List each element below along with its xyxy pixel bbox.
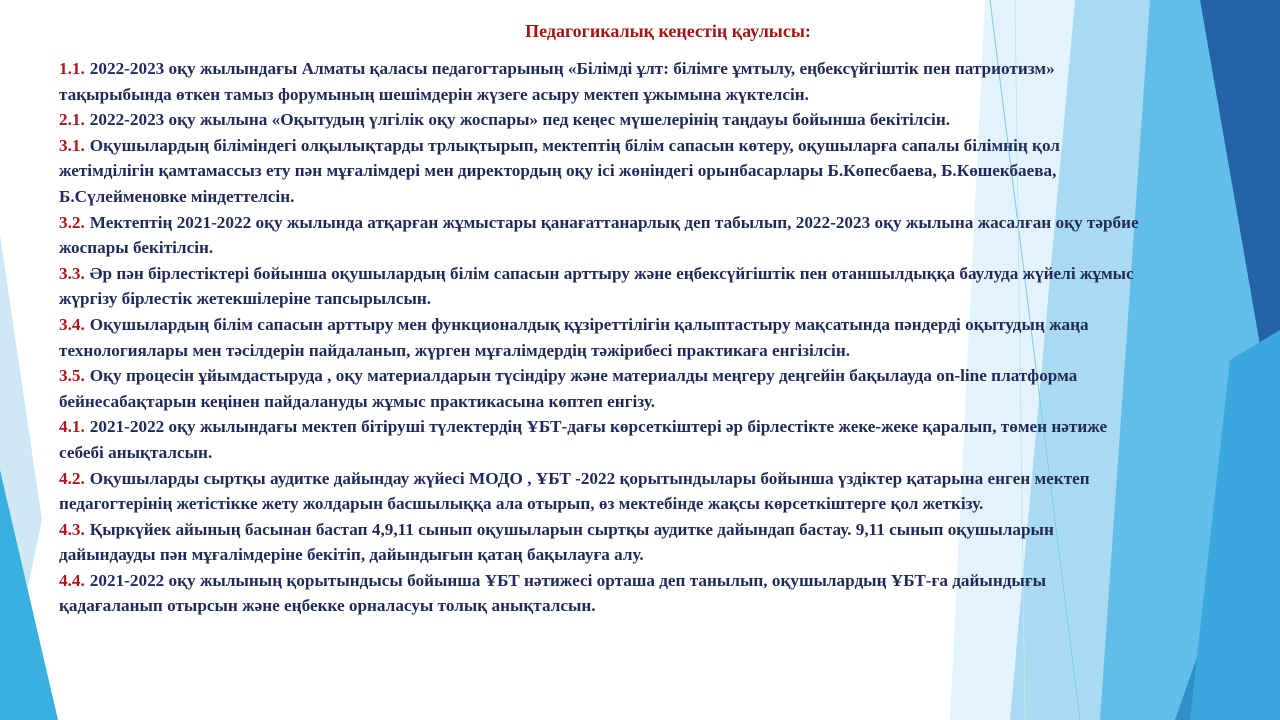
item-number: 4.4. <box>59 570 85 590</box>
item-number: 3.2. <box>59 212 85 232</box>
resolution-item <box>59 56 1149 107</box>
item-number: 4.2. <box>59 468 85 488</box>
resolution-item <box>59 466 1149 517</box>
item-text: Қыркүйек айының басынан бастап 4,9,11 сынып оқушыларын сыртқы аудитке дайындап бастау. 9,11 сынып оқушыларын дайындауды пән мұғалімдеріне бекітіп, дайындығын қатаң бақылауға алу. <box>59 519 1054 565</box>
item-number: 4.3. <box>59 519 85 539</box>
item-text: 2021-2022 оқу жылының қорытындысы бойынша ҰБТ нәтижесі орташа деп танылып, оқушылардың ҰБТ-ға дайындығы қадағаланып отырсын және еңбекке орналасуы толық анықталсын. <box>59 570 1047 616</box>
slide-title: Педагогикалық кеңестің қаулысы: <box>525 21 811 41</box>
resolution-item <box>59 261 1149 312</box>
item-number: 3.3. <box>59 263 85 283</box>
resolution-item <box>59 133 1149 210</box>
resolution-item <box>59 363 1149 414</box>
item-text: Оқушыларды сыртқы аудитке дайындау жүйесі МОДО , ҰБТ -2022 қорытындылары бойынша үздіктер қатарына енген мектеп педагогтерінің жетістікке жету жолдарын басшылыққа ала отырып, өз мектебінде жақсы көрсеткіштерге қол жеткізу. <box>59 468 1090 514</box>
item-text: 2022-2023 оқу жылындағы Алматы қаласы педагогтарының «Білімді ұлт: білімге ұмтылу, еңбексүйгіштік пен патриотизм» тақырыбында өткен тамыз форумының шешімдерін жүзеге асыру мектеп ұжымына жүктелсін. <box>59 59 1055 104</box>
resolution-item <box>59 210 1149 261</box>
resolution-list <box>59 56 1149 619</box>
item-number: 3.5. <box>59 366 85 386</box>
resolution-item <box>59 107 1149 133</box>
resolution-item <box>59 414 1149 465</box>
item-text: Оқу процесін ұйымдастыруда , оқу материалдарын түсіндіру және материалды меңгеру деңгейін бақылауда on-line платформа бейнесабақтарын кеңінен пайдалануды жұмыс практикасына көптеп енгізу. <box>59 366 1078 411</box>
item-text: 2021-2022 оқу жылындағы мектеп бітіруші түлектердің ҰБТ-дағы көрсеткіштері әр бірлестікте жеке-жеке қаралып, төмен нәтиже себебі анықталсын. <box>59 417 1108 462</box>
resolution-item <box>59 568 1149 619</box>
item-text: 2022-2023 оқу жылына «Оқытудың үлгілік оқу жоспары» пед кеңес мүшелерінің таңдауы бойынша бекітілсін. <box>89 110 951 130</box>
item-text: Мектептің 2021-2022 оқу жылында атқарған жұмыстары қанағаттанарлық деп табылып, 2022-2023 оқу жылына жасалған оқу тәрбие жоспары бекітілсін. <box>59 212 1139 258</box>
item-text: Әр пән бірлестіктері бойынша оқушылардың білім сапасын арттыру және еңбексүйгіштік пен отаншылдыққа баулуда жүйелі жұмыс жүргізу бірлестік жетекшілеріне тапсырылсын. <box>59 263 1134 309</box>
item-number: 1.1. <box>59 59 85 78</box>
item-text: Оқушылардың біліміндегі олқылықтарды трлықтырып, мектептің білім сапасын көтеру, оқушыларға сапалы білімнің қол жетімділігін қамтамассыз ету пән мұғалімдері мен директордың оқу ісі жөніндегі орынбасарлары Б.Көпесбаева, Б.Көшекбаева, Б.Сүлейменовке міндеттелсін. <box>59 135 1060 206</box>
resolution-item <box>59 517 1149 568</box>
item-number: 4.1. <box>59 417 85 437</box>
resolution-item <box>59 312 1149 363</box>
item-text: Оқушылардың білім сапасын арттыру мен функционалдық құзіреттілігін қалыптастыру мақсатында пәндерді оқытудың жаңа технологиялары мен тәсілдерін пайдаланып, жүрген мұғалімдердің тәжірибесі практикаға енгізілсін. <box>59 314 1089 360</box>
item-number: 3.4. <box>59 314 85 334</box>
item-number: 3.1. <box>59 135 85 155</box>
item-number: 2.1. <box>59 110 85 130</box>
